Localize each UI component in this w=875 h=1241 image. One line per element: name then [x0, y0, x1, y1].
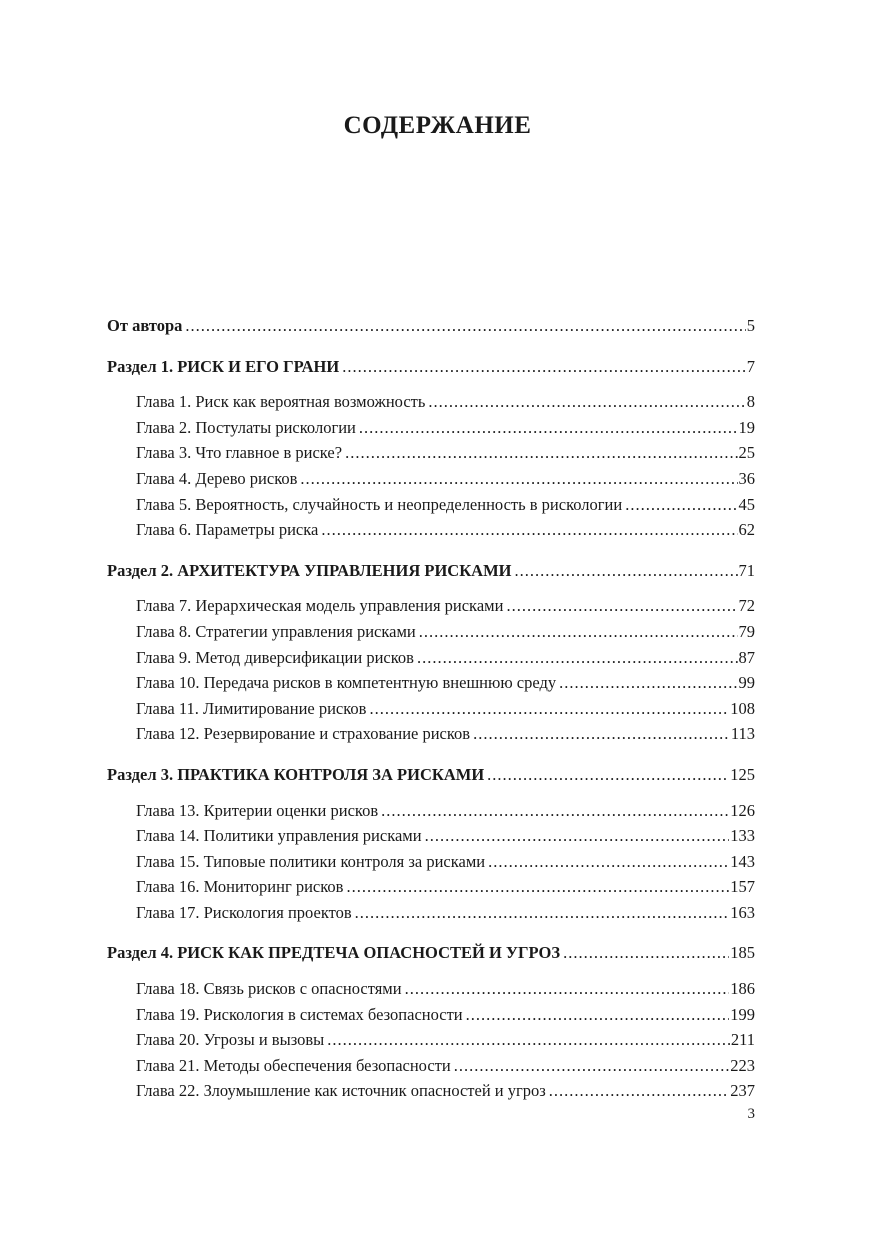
leader-dots — [417, 645, 738, 671]
page-number: 3 — [747, 1106, 755, 1122]
toc-page-number: 186 — [730, 979, 755, 999]
toc-page-number: 79 — [738, 621, 755, 641]
toc-entry-chapter — [107, 696, 755, 722]
toc-entry-chapter — [107, 900, 755, 926]
toc-entry-label: Глава 1. Риск как вероятная возможность — [136, 392, 426, 412]
toc-entry-chapter — [107, 976, 755, 1002]
toc-page-number: 163 — [730, 902, 755, 922]
toc-page-number: 125 — [730, 764, 755, 784]
toc-entry-chapter — [107, 1002, 755, 1028]
toc-entry-label: Глава 13. Критерии оценки рисков — [136, 800, 379, 820]
toc-entry-label: Раздел 1. РИСК И ЕГО ГРАНИ — [107, 356, 340, 376]
toc-entry-chapter — [107, 874, 755, 900]
toc-entry-label: Глава 5. Вероятность, случайность и неопределенность в рискологии — [136, 494, 623, 514]
toc-page-number: 87 — [738, 647, 755, 667]
page-title: СОДЕРЖАНИЕ — [343, 112, 532, 139]
toc-entry-label: Глава 21. Методы обеспечения безопасности — [136, 1055, 451, 1075]
toc-page-number: 36 — [738, 468, 755, 488]
toc-page-number: 72 — [738, 596, 755, 616]
toc-entry-chapter — [107, 415, 755, 441]
leader-dots — [185, 313, 745, 339]
toc-entry-label: Раздел 4. РИСК КАК ПРЕДТЕЧА ОПАСНОСТЕЙ И УГРОЗ — [107, 943, 561, 963]
leader-dots — [381, 798, 729, 824]
toc-entry-chapter — [107, 389, 755, 415]
toc-page-number: 5 — [746, 316, 755, 335]
toc-page-number: 7 — [746, 356, 755, 376]
toc-page-number: 157 — [730, 877, 755, 897]
leader-dots — [454, 1053, 730, 1079]
toc-entry-foreword — [107, 313, 755, 339]
toc-page-number: 143 — [730, 851, 755, 871]
leader-dots — [506, 593, 737, 619]
toc-entry-chapter — [107, 1027, 755, 1053]
leader-dots — [466, 1002, 730, 1028]
toc-entry-label: Глава 19. Рискология в системах безопасности — [136, 1004, 463, 1024]
toc-entry-label: Глава 20. Угрозы и вызовы — [136, 1030, 325, 1050]
leader-dots — [359, 415, 738, 441]
toc-entry-label: Раздел 2. АРХИТЕКТУРА УПРАВЛЕНИЯ РИСКАМИ — [107, 560, 512, 580]
toc-entry-label: Глава 6. Параметры риска — [136, 520, 319, 540]
toc-page-number: 133 — [730, 826, 755, 846]
toc-page-number: 126 — [730, 800, 755, 820]
toc-entry-chapter — [107, 619, 755, 645]
toc-entry-label: Глава 11. Лимитирование рисков — [136, 698, 367, 718]
leader-dots — [549, 1078, 729, 1104]
toc-entry-chapter — [107, 593, 755, 619]
toc-entry-chapter — [107, 466, 755, 492]
toc-page-number: 45 — [738, 494, 755, 514]
leader-dots — [515, 558, 738, 584]
toc-entry-label: Глава 7. Иерархическая модель управления рисками — [136, 596, 504, 616]
toc-entry-chapter — [107, 721, 755, 747]
toc-entry-label: Глава 22. Злоумышление как источник опасностей и угроз — [136, 1081, 546, 1101]
leader-dots — [487, 762, 729, 788]
leader-dots — [327, 1027, 730, 1053]
toc-entry-chapter — [107, 823, 755, 849]
leader-dots — [473, 721, 730, 747]
toc-page-number: 8 — [746, 392, 755, 412]
toc-entry-chapter — [107, 670, 755, 696]
toc-entry-label: Глава 10. Передача рисков в компетентную внешнюю среду — [136, 673, 557, 693]
toc-page-number: 99 — [738, 673, 755, 693]
leader-dots — [345, 440, 737, 466]
leader-dots — [425, 823, 730, 849]
toc-page-number: 25 — [738, 443, 755, 463]
toc-entry-chapter — [107, 1078, 755, 1104]
toc-entry-part — [107, 354, 755, 380]
toc-parts — [107, 354, 755, 1104]
toc-entry-part — [107, 940, 755, 966]
toc-entry-label: Раздел 3. ПРАКТИКА КОНТРОЛЯ ЗА РИСКАМИ — [107, 764, 485, 784]
leader-dots — [300, 466, 737, 492]
toc-entry-label: Глава 3. Что главное в риске? — [136, 443, 343, 463]
toc-entry-label: Глава 16. Мониторинг рисков — [136, 877, 344, 897]
toc-page-number: 199 — [730, 1004, 755, 1024]
leader-dots — [428, 389, 745, 415]
toc-entry-label: Глава 18. Связь рисков с опасностями — [136, 979, 402, 999]
toc-entry-chapter — [107, 492, 755, 518]
toc-page-number: 108 — [730, 698, 755, 718]
table-of-contents — [107, 313, 755, 1104]
leader-dots — [488, 849, 729, 875]
toc-entry-chapter — [107, 1053, 755, 1079]
leader-dots — [625, 492, 737, 518]
leader-dots — [563, 940, 729, 966]
toc-entry-chapter — [107, 798, 755, 824]
toc-page-number: 19 — [738, 417, 755, 437]
toc-entry-part — [107, 558, 755, 584]
toc-page-number: 71 — [738, 560, 755, 580]
toc-entry-label: Глава 8. Стратегии управления рисками — [136, 621, 416, 641]
leader-dots — [346, 874, 729, 900]
toc-page-number: 211 — [730, 1030, 755, 1050]
toc-entry-part — [107, 762, 755, 788]
toc-entry-chapter — [107, 645, 755, 671]
toc-entry-label: Глава 9. Метод диверсификации рисков — [136, 647, 414, 667]
toc-page-number: 62 — [738, 520, 755, 540]
toc-entry-label: От автора — [107, 316, 183, 335]
toc-page-number: 185 — [730, 943, 755, 963]
toc-entry-chapter — [107, 517, 755, 543]
leader-dots — [559, 670, 737, 696]
toc-entry-label: Глава 14. Политики управления рисками — [136, 826, 422, 846]
leader-dots — [321, 517, 737, 543]
leader-dots — [419, 619, 738, 645]
toc-entry-chapter — [107, 849, 755, 875]
toc-entry-label: Глава 12. Резервирование и страхование рисков — [136, 724, 471, 744]
toc-page-number: 223 — [730, 1055, 755, 1075]
toc-entry-label: Глава 15. Типовые политики контроля за рисками — [136, 851, 486, 871]
toc-entry-label: Глава 4. Дерево рисков — [136, 468, 298, 488]
leader-dots — [355, 900, 730, 926]
leader-dots — [369, 696, 729, 722]
toc-entry-label: Глава 17. Рискология проектов — [136, 902, 352, 922]
toc-entry-chapter — [107, 440, 755, 466]
leader-dots — [405, 976, 730, 1002]
toc-page-number: 237 — [730, 1081, 755, 1101]
leader-dots — [342, 354, 746, 380]
toc-entry-label: Глава 2. Постулаты рискологии — [136, 417, 356, 437]
toc-page-number: 113 — [730, 724, 755, 744]
